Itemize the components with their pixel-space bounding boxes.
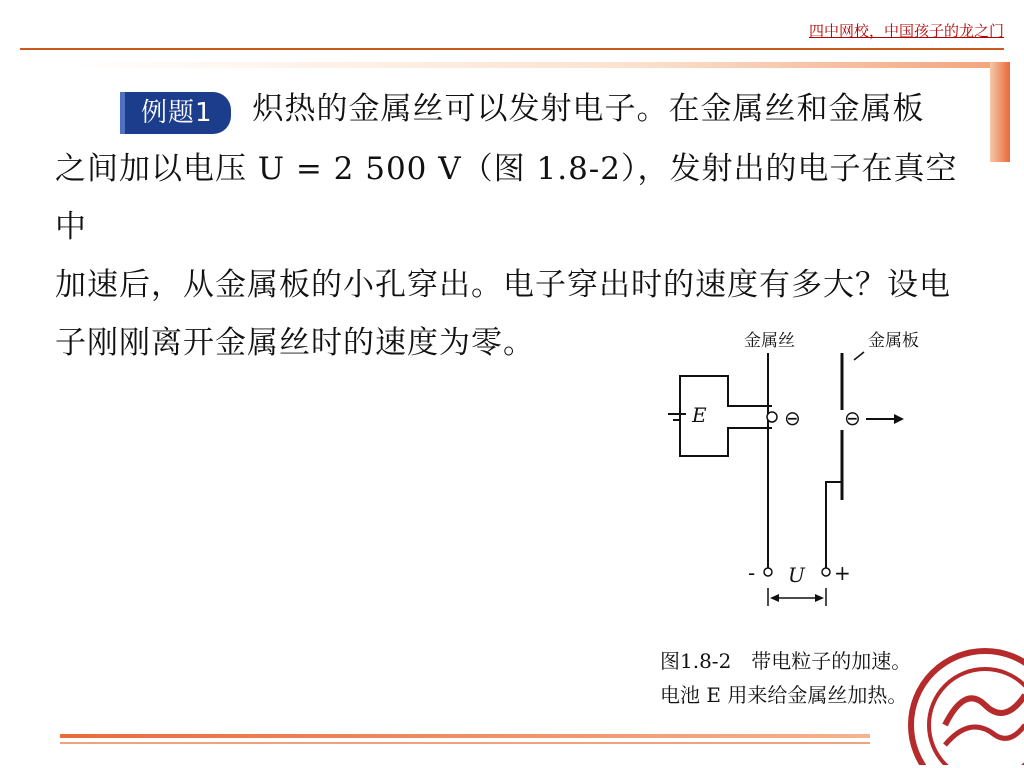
accent-bar <box>990 62 1010 162</box>
label-plate: 金属板 <box>868 331 919 351</box>
terminal-plus <box>822 568 830 576</box>
header-link[interactable]: 四中网校，中国孩子的龙之门 <box>808 22 1004 40</box>
minus-sign: - <box>748 561 756 585</box>
caption-line-1: 图1.8-2 带电粒子的加速。 <box>660 649 912 673</box>
school-logo-icon <box>905 645 1024 765</box>
filament-terminal <box>767 412 777 422</box>
circuit-diagram <box>648 318 988 638</box>
problem-line-2: 之间加以电压 U = 2 500 V（图 1.8-2），发射出的电子在真空中 <box>55 150 958 245</box>
problem-line-1 <box>55 80 975 140</box>
plate-leader <box>854 352 864 360</box>
label-wire: 金属丝 <box>744 331 795 351</box>
problem-line-4: 子刚刚离开金属丝时的速度为零。 <box>55 324 535 361</box>
header-divider <box>20 48 1004 50</box>
plus-sign: + <box>834 561 851 585</box>
dim-arrow-left <box>770 594 779 602</box>
footer-rule <box>60 734 870 738</box>
example-badge-label: 例题1 <box>120 92 231 134</box>
footer-rule-thin <box>60 742 870 744</box>
electron-arrowhead <box>894 414 904 424</box>
terminal-minus <box>764 568 772 576</box>
problem-line-1-text: 炽热的金属丝可以发射电子。在金属丝和金属板 <box>252 91 925 127</box>
electron-near-wire: ⊖ <box>784 406 801 430</box>
electron-near-plate: ⊖ <box>844 406 861 430</box>
voltage-label: U <box>788 563 805 587</box>
accent-strip <box>70 62 1010 68</box>
dim-arrow-right <box>815 594 824 602</box>
wire-right <box>826 482 842 568</box>
caption-line-2: 电池 E 用来给金属丝加热。 <box>660 683 908 707</box>
problem-line-3: 加速后，从金属板的小孔穿出。电子穿出时的速度有多大？设电 <box>55 266 951 303</box>
example-badge <box>120 82 231 140</box>
battery-label: E <box>692 403 707 427</box>
